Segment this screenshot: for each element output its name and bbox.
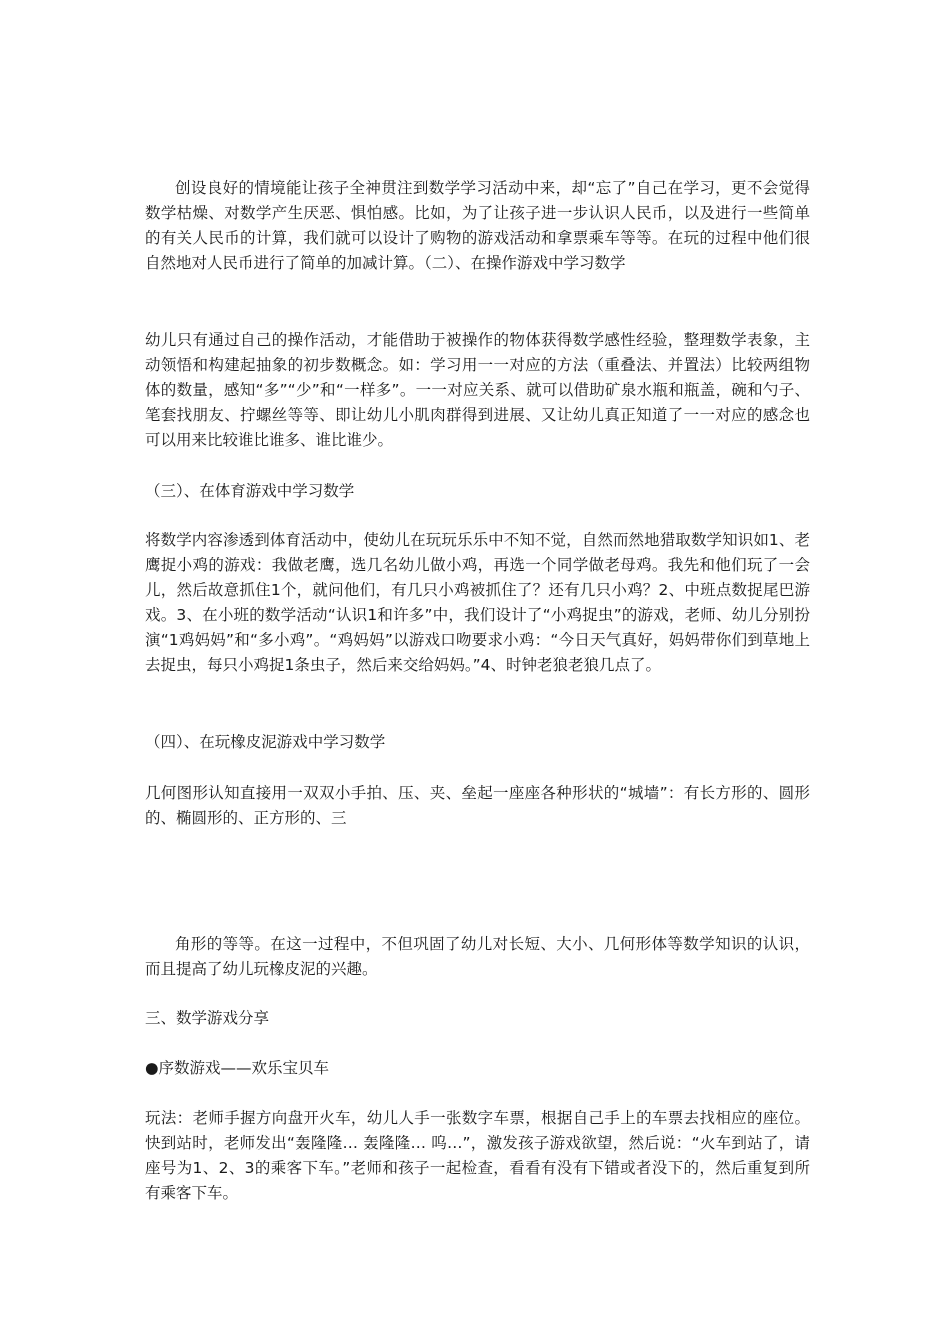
paragraph-sports: 将数学内容渗透到体育活动中，使幼儿在玩玩乐乐中不知不觉，自然而然地猎取数学知识如1、老鹰捉小鸡的游戏：我做老鹰，选几名幼儿做小鸡，再选一个同学做老母鸡。我先和他们玩了一会儿，然后故意抓住1个，就问他们，有几只小鸡被抓住了？还有几只小鸡？2、中班点数捉尾巴游戏。3、在小班的数学活动“认识1和许多”中，我们设计了“小鸡捉虫”的游戏，老师、幼儿分别扮演“1鸡妈妈”和“多小鸡”。“鸡妈妈”以游戏口吻要求小鸡：“今日天气真好，妈妈带你们到草地上去捉虫，每只小鸡捉1条虫子，然后来交给妈妈。”4、时钟老狼老狼几点了。	[145, 531, 810, 674]
paragraph-situation: 创设良好的情境能让孩子全神贯注到数学学习活动中来，却“忘了”自己在学习，更不会觉得数学枯燥、对数学产生厌恶、惧怕感。比如，为了让孩子进一步认识人民币，以及进行一些简单的有关人民币的计算，我们就可以设计了购物的游戏活动和拿票乘车等等。在玩的过程中他们很自然地对人民币进行了简单的加减计算。（二）、在操作游戏中学习数学	[145, 179, 810, 272]
paragraph-operation: 幼儿只有通过自己的操作活动，才能借助于被操作的物体获得数学感性经验，整理数学表象，主动领悟和构建起抽象的初步数概念。如：学习用一一对应的方法（重叠法、并置法）比较两组物体的数量，感知“多”“少”和“一样多”。一一对应关系、就可以借助矿泉水瓶和瓶盖，碗和勺子、笔套找朋友、拧螺丝等等、即让幼儿小肌肉群得到进展、又让幼儿真正知道了一一对应的感念也可以用来比较谁比谁多、谁比谁少。	[145, 331, 810, 449]
paragraph-plasticine-continued: 角形的等等。在这一过程中，不但巩固了幼儿对长短、大小、几何形体等数学知识的认识，而且提高了幼儿玩橡皮泥的兴趣。	[145, 935, 810, 978]
heading-game-sharing: 三、数学游戏分享	[145, 1009, 270, 1027]
heading-ordinal-game: ●序数游戏——欢乐宝贝车	[145, 1059, 330, 1077]
heading-plasticine-game: （四）、在玩橡皮泥游戏中学习数学	[145, 733, 386, 751]
paragraph-gameplay: 玩法：老师手握方向盘开火车，幼儿人手一张数字车票，根据自己手上的车票去找相应的座位。快到站时，老师发出“轰隆隆… 轰隆隆… 呜…”，激发孩子游戏欲望，然后说：“火车到站了，请座号为1、2、3的乘客下车。”老师和孩子一起检查，看看有没有下错或者没下的，然后重复到所有乘客下车。	[145, 1109, 810, 1202]
paragraph-plasticine: 几何图形认知直接用一双双小手拍、压、夹、垒起一座座各种形状的“城墙”：有长方形的、圆形的、椭圆形的、正方形的、三	[145, 784, 810, 827]
heading-sports-game: （三）、在体育游戏中学习数学	[145, 482, 355, 500]
